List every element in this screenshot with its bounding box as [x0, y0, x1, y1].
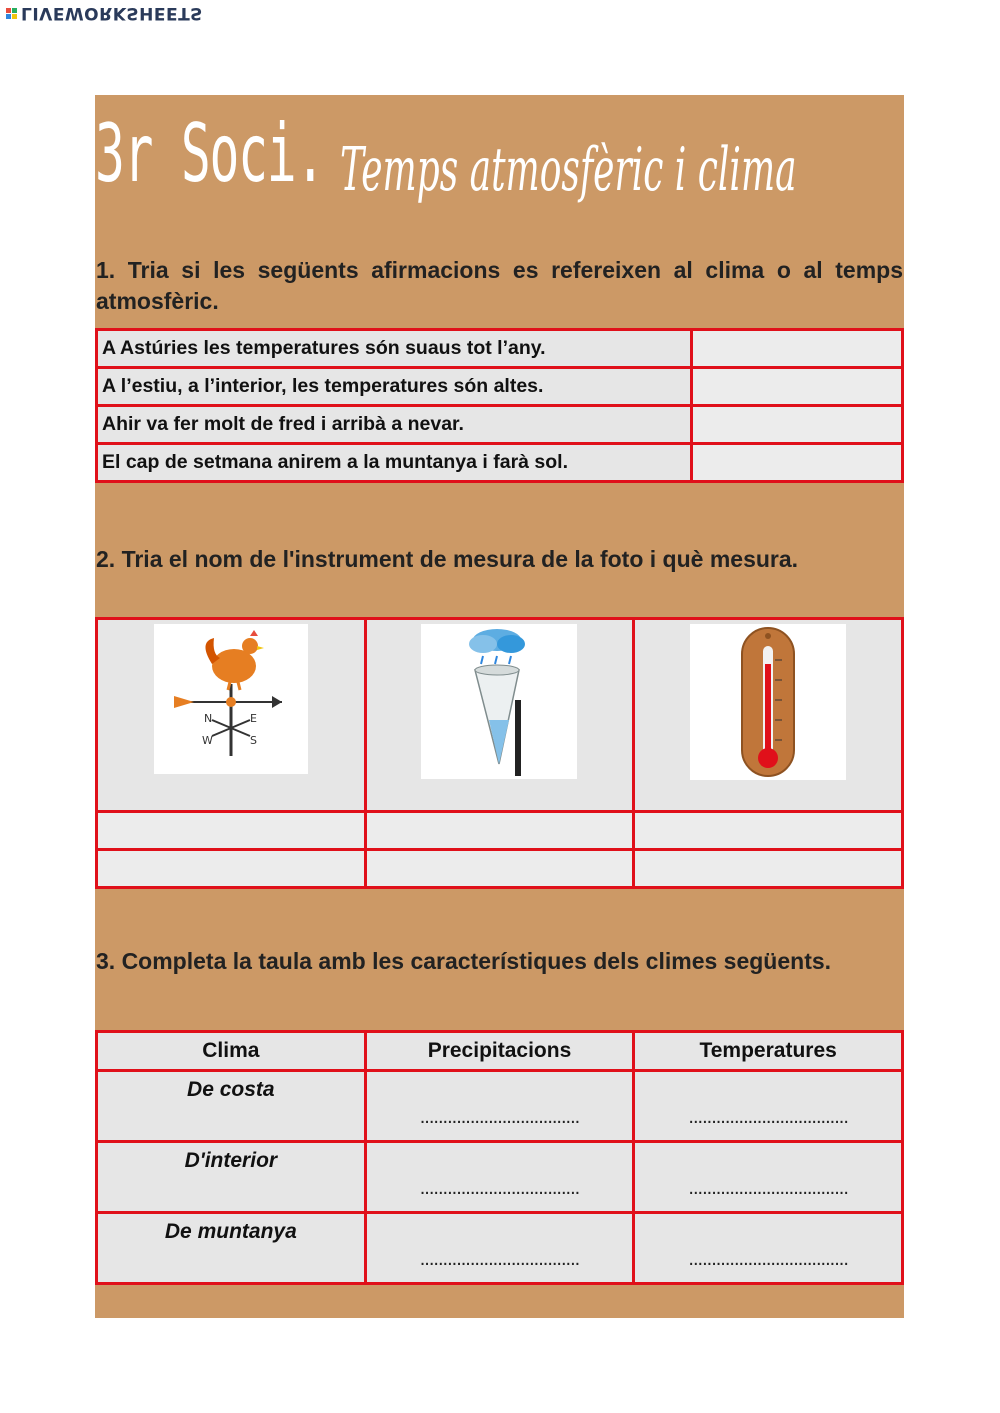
header-temperatures: Temperatures — [634, 1032, 903, 1071]
title-topic: Temps atmosfèric i clima — [340, 135, 797, 205]
statement-cell: Ahir va fer molt de fred i arribà a nevar. — [97, 406, 692, 444]
image-row — [97, 619, 903, 812]
question-3-table — [95, 1030, 904, 1285]
question-1-text: 1. Tria si les següents afirmacions es refereixen al clima o al temps atmosfèric. — [96, 257, 903, 314]
table-row — [97, 1071, 903, 1142]
instrument-measure-dropdown-1[interactable] — [97, 850, 366, 888]
table-row — [97, 444, 903, 482]
question-3-text: 3. Completa la taula amb les característiques dels climes següents. — [96, 948, 832, 974]
svg-text:W: W — [201, 734, 213, 747]
question-2-table — [95, 617, 904, 889]
weathervane-icon — [154, 624, 308, 774]
instrument-name-dropdown-3[interactable] — [634, 812, 903, 850]
header-clima: Clima — [97, 1032, 366, 1071]
statement-cell: A l’estiu, a l’interior, les temperatures són altes. — [97, 368, 692, 406]
rain-gauge-icon — [421, 624, 577, 779]
image-cell — [634, 619, 903, 812]
temperatures-input-3[interactable] — [634, 1213, 903, 1284]
table-row — [97, 1142, 903, 1213]
precipitacions-input-3[interactable] — [365, 1213, 634, 1284]
clima-name: De costa — [97, 1071, 366, 1142]
answer-dropdown-1[interactable] — [692, 330, 903, 368]
image-cell — [97, 619, 366, 812]
worksheet-page — [95, 95, 904, 1318]
table-row — [97, 330, 903, 368]
instrument-measure-row — [97, 850, 903, 888]
clima-name: D'interior — [97, 1142, 366, 1213]
header-precipitacions: Precipitacions — [365, 1032, 634, 1071]
answer-dropdown-3[interactable] — [692, 406, 903, 444]
instrument-measure-dropdown-3[interactable] — [634, 850, 903, 888]
image-cell — [365, 619, 634, 812]
table-row — [97, 406, 903, 444]
table-row — [97, 1213, 903, 1284]
dotted-line: ................................... — [688, 1177, 848, 1199]
instrument-measure-dropdown-2[interactable] — [365, 850, 634, 888]
dotted-line: ................................... — [688, 1248, 848, 1270]
svg-text:S: S — [249, 734, 257, 747]
instrument-name-row — [97, 812, 903, 850]
statement-cell: A Astúries les temperatures són suaus tot l’any. — [97, 330, 692, 368]
logo-text: LIVEWORKSHEETS — [21, 3, 203, 23]
answer-dropdown-4[interactable] — [692, 444, 903, 482]
page-title — [95, 107, 904, 217]
instrument-name-dropdown-2[interactable] — [365, 812, 634, 850]
logo-squares-icon — [6, 8, 17, 19]
answer-dropdown-2[interactable] — [692, 368, 903, 406]
table-row — [97, 368, 903, 406]
precipitacions-input-1[interactable] — [365, 1071, 634, 1142]
thermometer-icon — [690, 624, 846, 780]
svg-text:N: N — [203, 712, 213, 725]
instrument-name-dropdown-1[interactable] — [97, 812, 366, 850]
clima-name: De muntanya — [97, 1213, 366, 1284]
header-row — [97, 1032, 903, 1071]
temperatures-input-2[interactable] — [634, 1142, 903, 1213]
precipitacions-input-2[interactable] — [365, 1142, 634, 1213]
statement-cell: El cap de setmana anirem a la muntanya i farà sol. — [97, 444, 692, 482]
question-2-text: 2. Tria el nom de l'instrument de mesura de la foto i què mesura. — [96, 546, 799, 572]
liveworksheets-logo — [6, 3, 203, 23]
title-course: 3r Soci. — [95, 107, 324, 200]
dotted-line: ................................... — [419, 1177, 580, 1199]
svg-text:E: E — [249, 712, 257, 725]
dotted-line: ................................... — [419, 1106, 580, 1128]
question-1-table — [95, 328, 904, 483]
temperatures-input-1[interactable] — [634, 1071, 903, 1142]
dotted-line: ................................... — [688, 1106, 848, 1128]
dotted-line: ................................... — [419, 1248, 580, 1270]
